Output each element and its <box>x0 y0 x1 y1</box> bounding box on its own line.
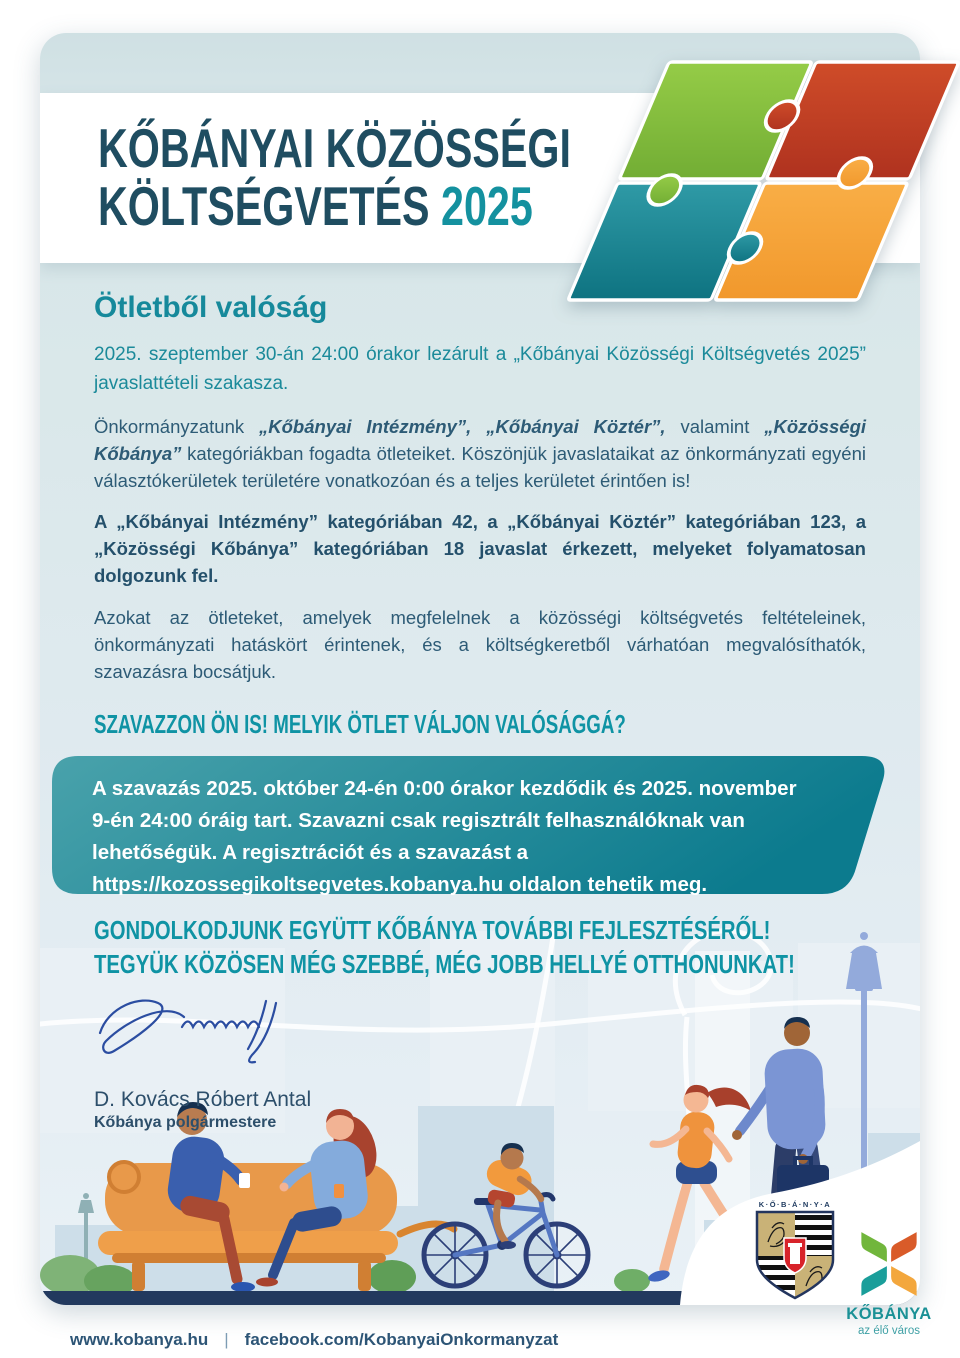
coat-of-arms-icon <box>750 1198 840 1302</box>
intro-paragraph-2 <box>94 414 866 494</box>
mayor-title: Kőbánya polgármestere <box>94 1113 277 1131</box>
kobanya-x-logo-icon <box>854 1230 924 1298</box>
p2-category-1: „Kőbányai Intézmény”, <box>259 416 472 437</box>
closing-heading <box>94 914 866 981</box>
poster-title-year: 2025 <box>441 175 533 237</box>
footer-website: www.kobanya.hu <box>70 1330 209 1349</box>
intro-paragraph-4: Azokat az ötleteket, amelyek megfelelnek a közösségi költségvetés feltételeinek, önkormányzati hatáskört érintenek, és a költségkeretből várhatóan megvalósíthatók, szavazásra bocsátjuk. <box>94 606 866 682</box>
signature-block <box>94 993 866 1132</box>
signature-image <box>94 993 309 1079</box>
coat-of-arms-caption: K·Ő·B·Á·N·Y·A <box>758 1200 832 1209</box>
p2-category-3: „Közösségi Kőbánya” <box>94 416 867 464</box>
bench-seat-shadow <box>112 1253 386 1263</box>
bench-leg <box>358 1261 371 1291</box>
intro-heading: Ötletből valóság <box>94 291 328 324</box>
p2-text-2 <box>471 416 486 437</box>
bench-seat <box>98 1231 398 1255</box>
poster-body <box>94 291 866 1132</box>
p2-text-3: valamint <box>665 416 765 437</box>
p2-category-2: „Kőbányai Köztér”, <box>486 416 666 437</box>
city-logo-tagline: az élő város <box>857 1325 920 1337</box>
footer-facebook: facebook.com/KobanyaiOnkormanyzat <box>244 1330 559 1349</box>
p2-text-1: Önkormányzatunk <box>94 416 260 437</box>
closing-line2: TEGYÜK KÖZÖSEN MÉG SZEBBÉ, MÉG JOBB HELLYÉ OTTHONUNKAT! <box>94 948 795 979</box>
vote-box-text: A szavazás 2025. október 24-én 0:00 órakor kezdődik és 2025. november 9-én 24:00 óráig tart. Szavazni csak regisztrált felhasználóknak van lehetőségük. A regisztrációt és a szavazást a https://kozossegikoltsegvetes.kobanya.hu oldalon tehetik meg. <box>92 777 797 896</box>
footer-links <box>70 1330 558 1350</box>
closing-line1: GONDOLKODJUNK EGYÜTT KŐBÁNYA TOVÁBBI FEJLESZTÉSÉRŐL! <box>94 915 771 946</box>
footer-separator: | <box>224 1330 229 1349</box>
poster-title-line2: KÖLTSÉGVETÉS 2025 <box>98 175 533 237</box>
vote-heading-text: SZAVAZZON ÖN IS! MELYIK ÖTLET VÁLJON VALÓSÁGGÁ? <box>94 709 626 740</box>
bench-leg <box>132 1261 145 1291</box>
intro-paragraph-3: A „Kőbányai Intézmény” kategóriában 42, a „Kőbányai Köztér” kategóriában 123, a „Közösségi Kőbánya” kategóriában 18 javaslat érkezett, melyeket folyamatosan dolgozunk fel. <box>94 511 866 587</box>
poster-title-line1: KŐBÁNYAI KÖZÖSSÉGI <box>98 117 571 179</box>
coat-of-arms <box>750 1198 840 1307</box>
mayor-name: D. Kovács Róbert Antal <box>94 1087 312 1111</box>
city-logo-name: KŐBÁNYA <box>846 1305 932 1323</box>
p2-text-4: kategóriákban fogadta ötleteiket. Köszönjük javaslataikat az önkormányzati egyéni választókerületek területére vonatkozóan és a teljes kerületet érintően is! <box>94 442 866 491</box>
vote-heading <box>94 709 866 740</box>
kobanya-city-logo <box>838 1230 940 1337</box>
intro-paragraph-1: 2025. szeptember 30-án 24:00 órakor lezárult a „Kőbányai Közösségi Költségvetés 2025” javaslattételi szakasza. <box>94 344 866 394</box>
puzzle-pieces-icon <box>565 56 960 308</box>
vote-info-box <box>52 756 895 894</box>
